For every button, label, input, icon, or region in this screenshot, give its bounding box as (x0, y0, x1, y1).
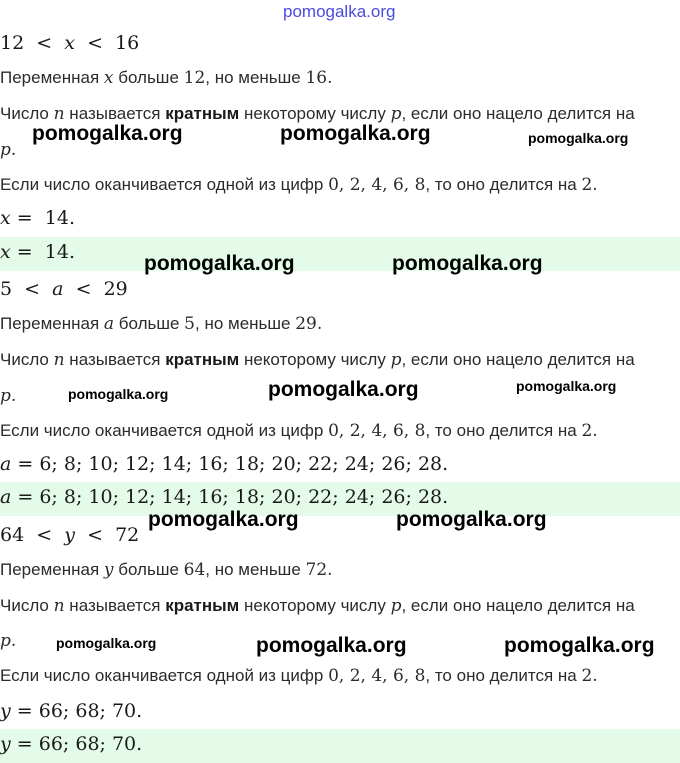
multiple-rule-end-2: p. (0, 386, 17, 406)
even-rule-2: Если число оканчивается одной из цифр 0, 2, 4, 6, 8, то оно делится на 2. (0, 421, 598, 441)
watermark: pomogalka.org (280, 122, 431, 145)
watermark-top: pomogalka.org (283, 2, 396, 21)
multiple-rule-3: Число n называется кратным некоторому числу p, если оно нацело делится на (0, 596, 635, 616)
solution-3: y = 66; 68; 70. (0, 700, 143, 722)
watermark: pomogalka.org (256, 634, 407, 657)
watermark: pomogalka.org (144, 252, 295, 275)
solution-2: a = 6; 8; 10; 12; 14; 16; 18; 20; 22; 24; 26; 28. (0, 453, 449, 475)
answer-row-3 (0, 729, 680, 763)
watermark: pomogalka.org (396, 508, 547, 531)
multiple-rule-end-1: p. (0, 140, 17, 160)
watermark: pomogalka.org (268, 378, 419, 401)
watermark: pomogalka.org (392, 252, 543, 275)
multiple-rule-1: Число n называется кратным некоторому числу p, если оно нацело делится на (0, 104, 635, 124)
watermark: pomogalka.org (148, 508, 299, 531)
inequality-3: 64 < y < 72 (0, 524, 140, 546)
even-rule-1: Если число оканчивается одной из цифр 0, 2, 4, 6, 8, то оно делится на 2. (0, 175, 598, 195)
multiple-rule-2: Число n называется кратным некоторому числу p, если оно нацело делится на (0, 350, 635, 370)
answer-row-2 (0, 482, 680, 516)
inequality-2: 5 < a < 29 (0, 278, 128, 300)
answer-2: a = 6; 8; 10; 12; 14; 16; 18; 20; 22; 24; 26; 28. (0, 486, 449, 508)
answer-1: x = 14. (0, 241, 75, 263)
description-1: Переменная x больше 12, но меньше 16. (0, 68, 333, 88)
answer-3: y = 66; 68; 70. (0, 733, 143, 755)
solution-1: x = 14. (0, 207, 75, 229)
watermark: pomogalka.org (516, 378, 617, 394)
description-2: Переменная a больше 5, но меньше 29. (0, 314, 323, 334)
answer-row-1 (0, 237, 680, 271)
watermark: pomogalka.org (56, 635, 157, 651)
watermark: pomogalka.org (68, 386, 169, 402)
watermark: pomogalka.org (32, 122, 183, 145)
inequality-1: 12 < x < 16 (0, 32, 140, 54)
description-3: Переменная y больше 64, но меньше 72. (0, 560, 333, 580)
multiple-rule-end-3: p. (0, 631, 17, 651)
even-rule-3: Если число оканчивается одной из цифр 0, 2, 4, 6, 8, то оно делится на 2. (0, 666, 598, 686)
watermark: pomogalka.org (504, 634, 655, 657)
watermark: pomogalka.org (528, 130, 629, 146)
